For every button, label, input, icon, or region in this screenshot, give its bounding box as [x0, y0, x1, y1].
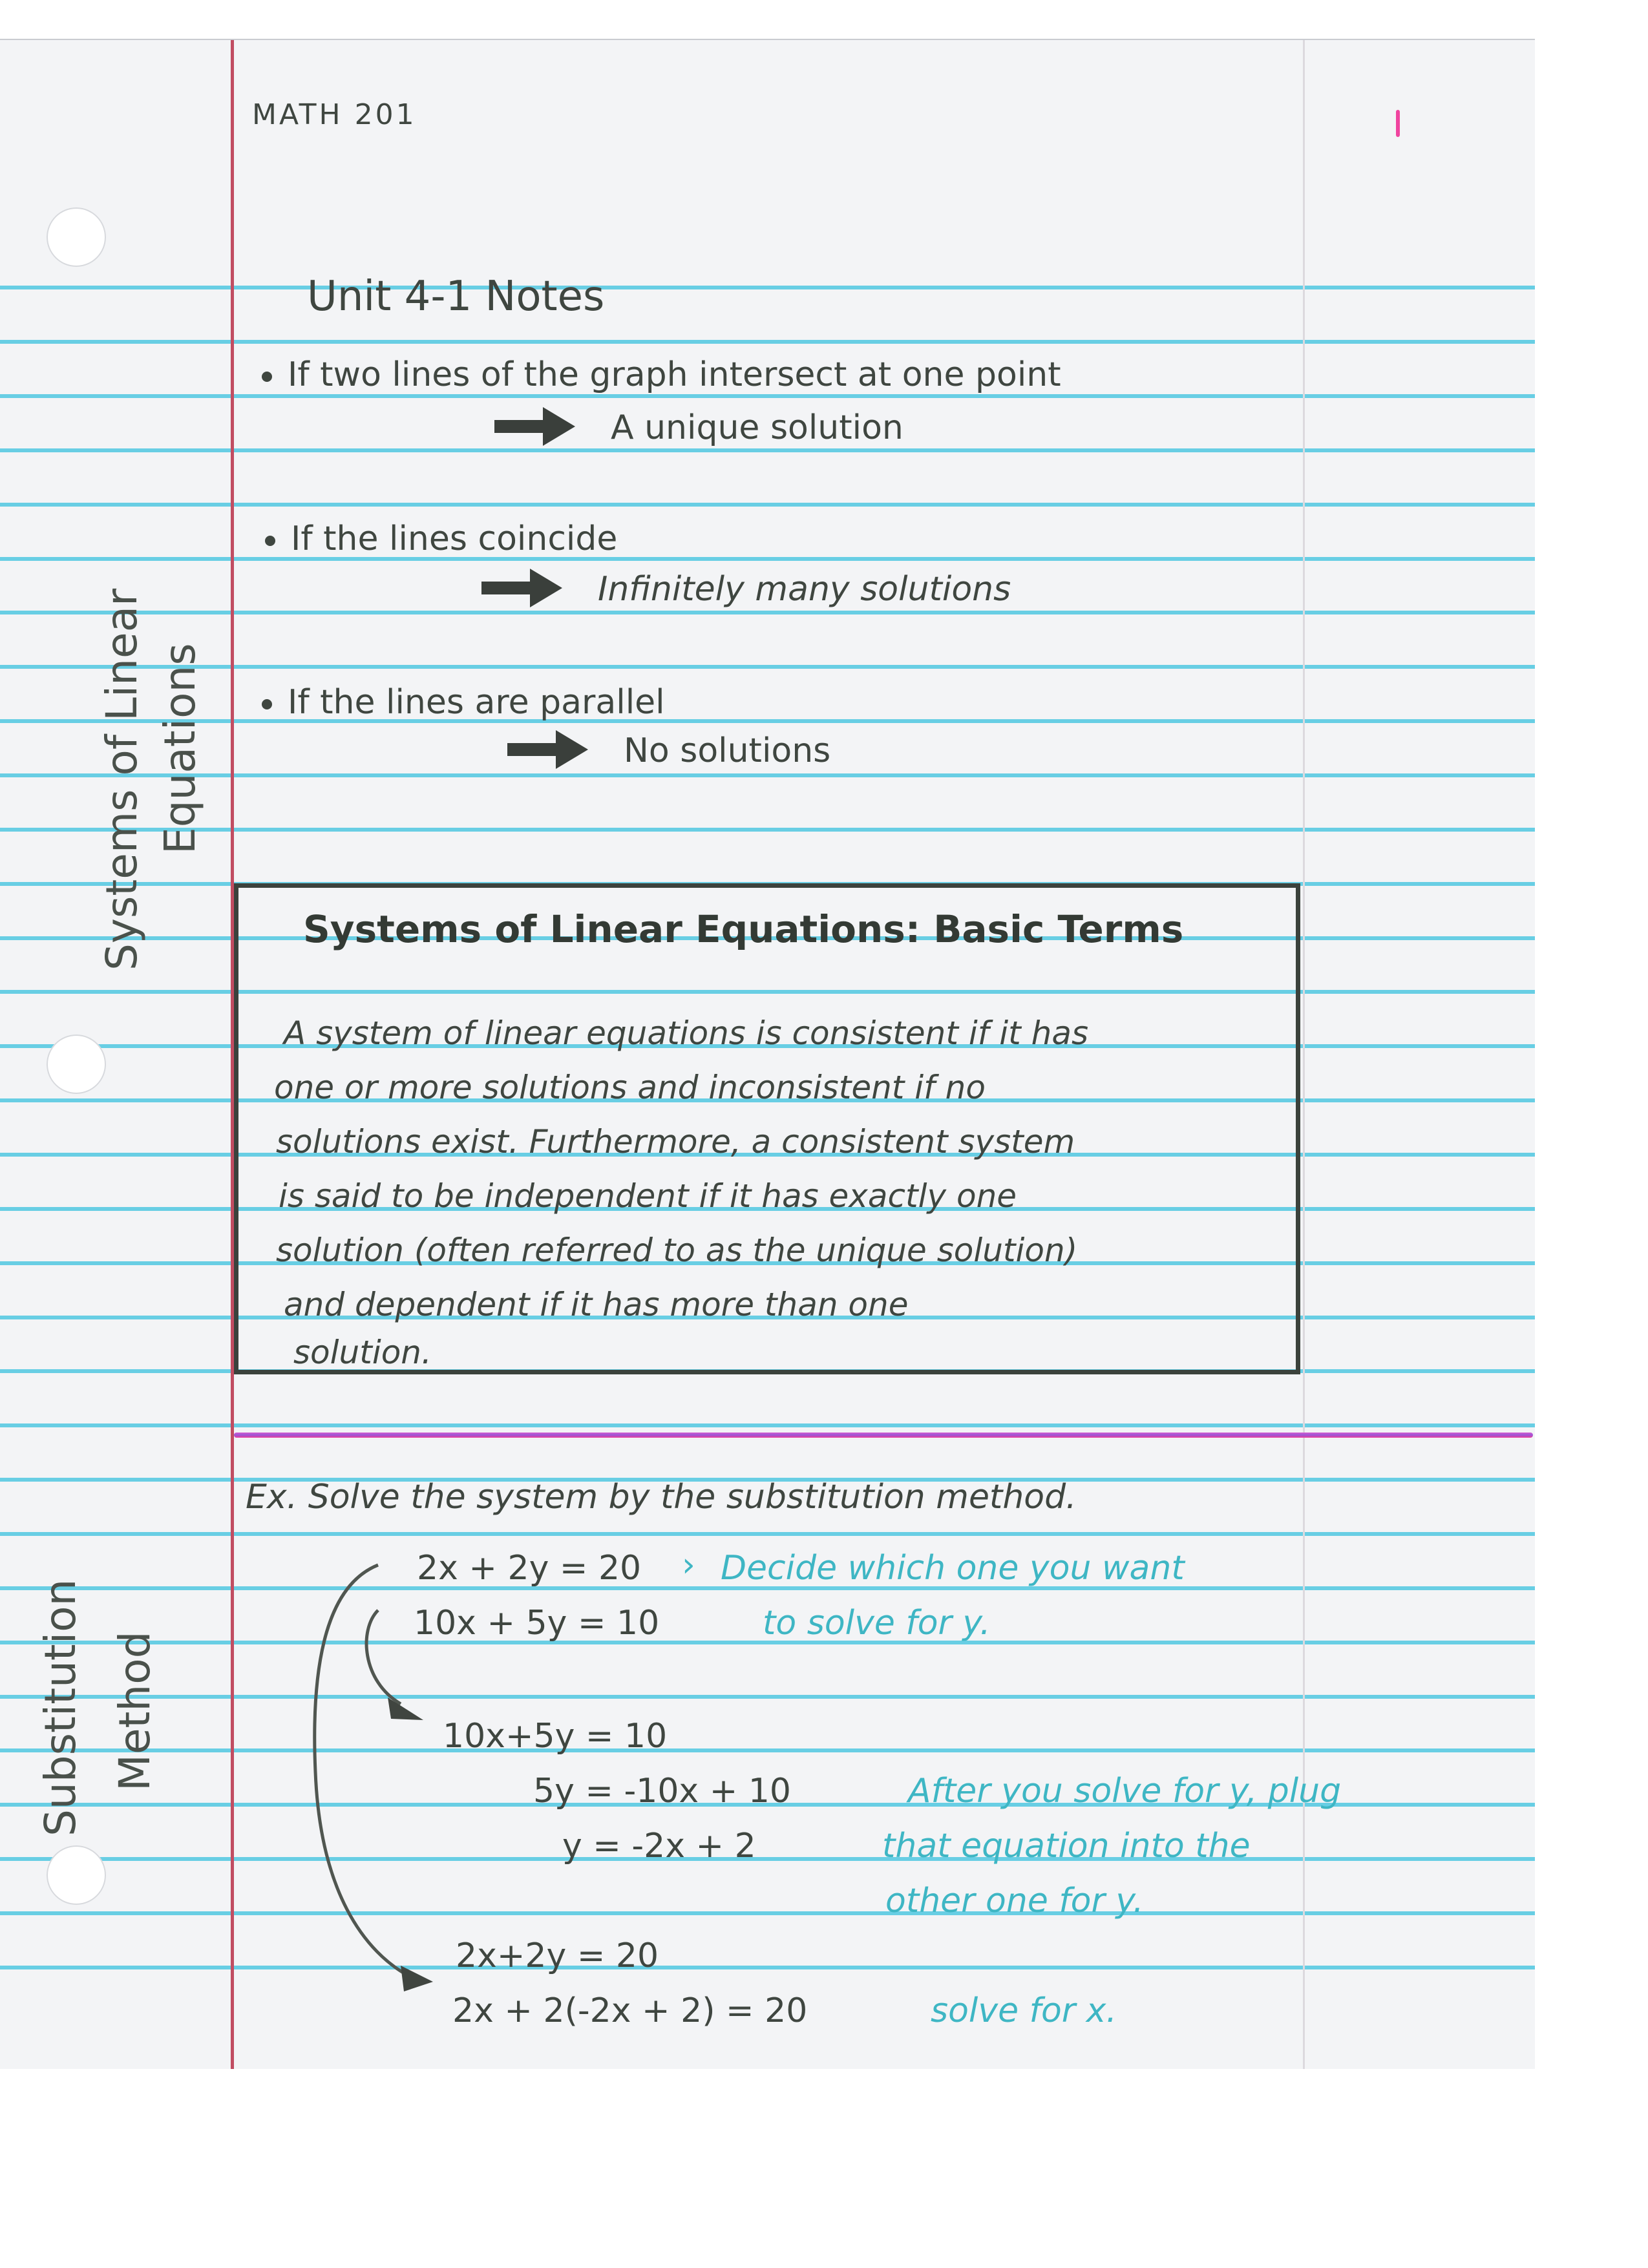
solve-step: 5y = -10x + 10: [533, 1772, 791, 1811]
solve-step: y = -2x + 2: [562, 1827, 756, 1865]
arrow-right-icon: [507, 730, 591, 769]
bullet-dot-icon: [265, 536, 275, 546]
punch-hole: [47, 207, 106, 267]
system-equation: 10x + 5y = 10: [414, 1604, 660, 1643]
substitute-step: 2x+2y = 20: [456, 1937, 659, 1975]
substitute-step: 2x + 2(-2x + 2) = 20: [452, 1991, 808, 2030]
margin-label-systems: Systems of Linear: [97, 588, 147, 971]
definition-line: is said to be independent if it has exactly one: [279, 1177, 1017, 1215]
arrow-right-icon: [494, 407, 578, 446]
note-solve-x: solve for x.: [931, 1991, 1117, 2030]
note-plug: that equation into the: [882, 1827, 1251, 1865]
bullet-result: A unique solution: [611, 408, 903, 447]
curved-arrow-icon: [310, 1565, 439, 2017]
note-plug: other one for y.: [885, 1882, 1144, 1920]
bullet-item: If two lines of the graph intersect at one point: [262, 355, 1061, 394]
bullet-result: No solutions: [624, 731, 831, 770]
arrow-right-icon: [481, 569, 565, 607]
margin-label-substitution: Substitution: [36, 1579, 85, 1836]
brace-icon: ›: [682, 1546, 695, 1584]
notebook-page: [0, 39, 1535, 2069]
punch-hole: [47, 1845, 106, 1905]
page-number-mark: [1396, 110, 1400, 137]
bullet-result: Infinitely many solutions: [598, 570, 1011, 609]
course-label: MATH 201: [252, 98, 417, 131]
margin-label-method: Method: [110, 1631, 160, 1791]
note-choose: Decide which one you want: [721, 1549, 1185, 1588]
bullet-item: If the lines are parallel: [262, 683, 665, 722]
bullet-dot-icon: [262, 372, 272, 382]
definition-box: [234, 883, 1300, 1374]
bullet-dot-icon: [262, 699, 272, 709]
definition-line: solution (often referred to as the unique solution): [276, 1232, 1078, 1269]
definition-line: solution.: [293, 1334, 432, 1371]
definition-title: Systems of Linear Equations: Basic Terms: [303, 907, 1184, 951]
fold-line: [1303, 40, 1305, 2069]
definition-line: one or more solutions and inconsistent if no: [274, 1069, 986, 1106]
bullet-item: If the lines coincide: [265, 520, 617, 558]
definition-line: and dependent if it has more than one: [284, 1286, 909, 1323]
note-choose: to solve for y.: [763, 1604, 991, 1643]
punch-hole: [47, 1034, 106, 1094]
note-plug: After you solve for y, plug: [908, 1772, 1342, 1811]
definition-line: solutions exist. Furthermore, a consistent system: [276, 1123, 1075, 1160]
margin-label-equations: Equations: [155, 643, 205, 854]
solve-step: 10x+5y = 10: [443, 1717, 668, 1756]
definition-line: A system of linear equations is consistent if it has: [284, 1014, 1089, 1052]
page-title: Unit 4-1 Notes: [307, 273, 605, 320]
system-equation: 2x + 2y = 20: [417, 1549, 642, 1588]
section-divider: [234, 1433, 1533, 1438]
example-prompt: Ex. Solve the system by the substitution method.: [246, 1478, 1077, 1517]
